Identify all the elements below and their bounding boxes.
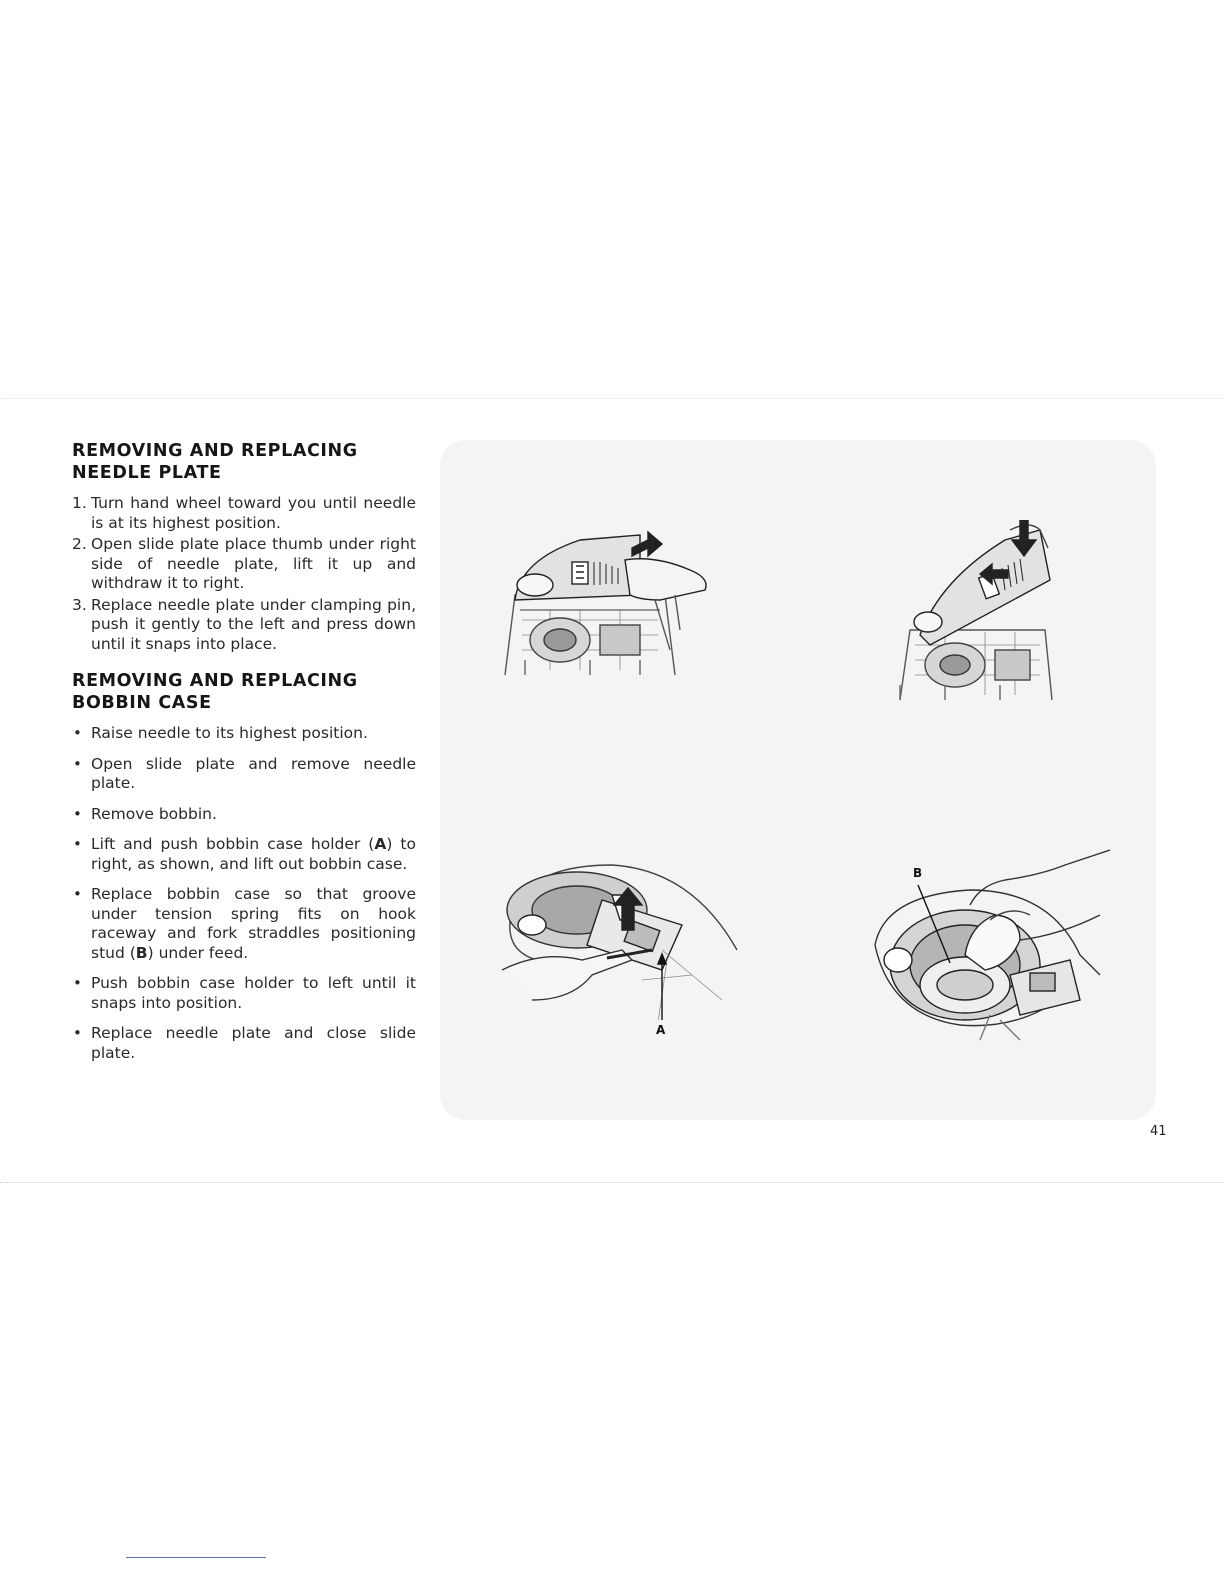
bullet-item <box>72 805 416 825</box>
bullet-icon: • <box>73 974 82 992</box>
section-heading-needle-plate <box>72 440 416 484</box>
heading-line: REMOVING AND REPLACING <box>72 441 358 461</box>
bullet-icon: • <box>73 724 82 742</box>
callout-b-label: B <box>913 866 923 880</box>
instructions-column <box>72 440 416 1074</box>
scan-artifact-line <box>0 1182 1224 1183</box>
bullet-text: ) to right, as shown, and lift out bobbin case. <box>91 835 416 873</box>
needle-plate-lift-drawing <box>490 500 730 690</box>
part-label: B <box>135 943 148 962</box>
figure-lift-needle-plate <box>490 500 730 690</box>
step-text: Open slide plate place thumb under right side of needle plate, lift it up and withdraw it to right. <box>91 535 416 592</box>
bullet-item <box>72 974 416 1013</box>
bullet-item <box>72 724 416 744</box>
bullet-text: Remove bobbin. <box>91 804 217 823</box>
step-number: 3. <box>72 595 87 614</box>
heading-line: NEEDLE PLATE <box>72 463 222 483</box>
bottom-rule <box>126 1557 266 1558</box>
bullet-item <box>72 835 416 874</box>
bullet-text: Push bobbin case holder to left until it snaps into position. <box>91 974 416 1012</box>
needle-plate-steps <box>72 494 416 654</box>
bullet-icon: • <box>73 835 82 853</box>
step-item <box>72 596 416 655</box>
figure-lift-bobbin-case <box>492 850 742 1020</box>
bullet-item <box>72 1024 416 1063</box>
bullet-icon: • <box>73 1024 82 1042</box>
callout-a-label: A <box>656 1023 666 1037</box>
bullet-icon: • <box>73 804 82 823</box>
bullet-item <box>72 755 416 794</box>
figure-replace-needle-plate <box>890 520 1060 710</box>
figure-replace-bobbin-case <box>870 845 1110 1045</box>
step-item <box>72 535 416 594</box>
scan-artifact-line <box>0 398 1224 399</box>
bullet-item <box>72 885 416 963</box>
bullet-text: Replace needle plate and close slide plate. <box>91 1024 416 1062</box>
step-item <box>72 494 416 533</box>
bullet-icon: • <box>73 885 82 903</box>
bobbin-case-steps <box>72 724 416 1063</box>
step-text: Turn hand wheel toward you until needle is at its highest position. <box>91 494 416 532</box>
bobbin-case-lift-drawing <box>492 850 742 1020</box>
section-heading-bobbin-case <box>72 670 416 714</box>
bullet-text: ) under feed. <box>147 943 249 962</box>
heading-line: BOBBIN CASE <box>72 693 212 713</box>
heading-line: REMOVING AND REPLACING <box>72 671 358 691</box>
bullet-icon: • <box>73 754 82 773</box>
step-text: Replace needle plate under clamping pin, push it gently to the left and press down until it snaps into place. <box>91 595 416 653</box>
bullet-text: Replace bobbin case so that groove under tension spring fits on hook raceway and fork straddles positioning stud ( <box>91 885 416 962</box>
page-number: 41 <box>1150 1124 1167 1139</box>
bobbin-case-replace-drawing <box>870 845 1110 1045</box>
needle-plate-replace-drawing <box>890 520 1060 710</box>
bullet-text: Lift and push bobbin case holder ( <box>91 835 375 853</box>
bullet-text: Raise needle to its highest position. <box>91 724 368 742</box>
part-label: A <box>374 835 387 853</box>
bullet-text: Open slide plate and remove needle plate. <box>91 754 416 792</box>
step-number: 1. <box>72 494 87 512</box>
step-number: 2. <box>72 535 87 553</box>
